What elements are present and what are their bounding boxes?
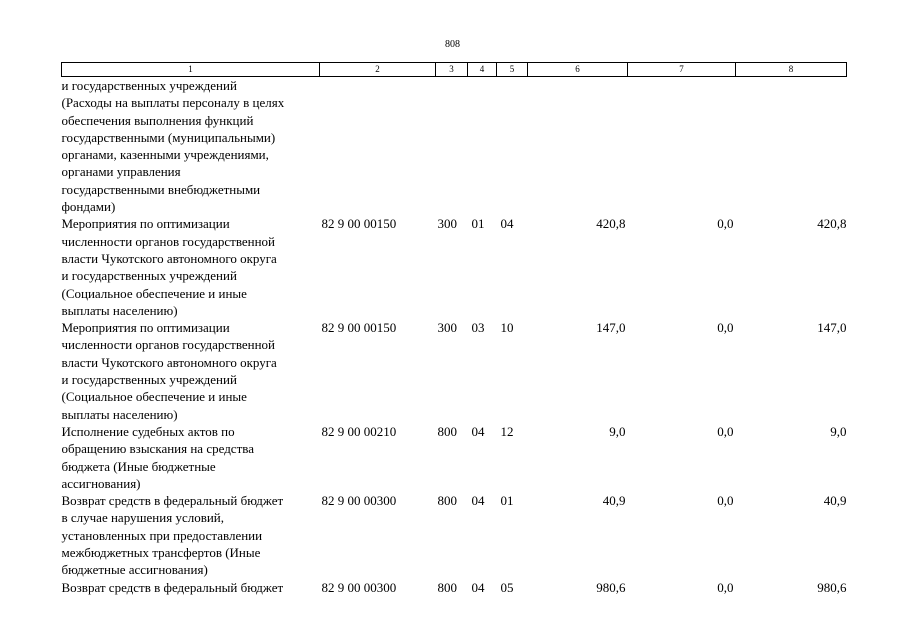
row-section: 04 bbox=[471, 493, 485, 509]
page-number: 808 bbox=[445, 39, 460, 50]
table-row bbox=[62, 319, 847, 423]
row-target-code: 82 9 00 00300 bbox=[321, 579, 397, 595]
header-col-7: 7 bbox=[628, 63, 736, 77]
row-amount-col7: 0,0 bbox=[717, 493, 734, 509]
header-col-5: 5 bbox=[497, 63, 528, 77]
row-target-code: 82 9 00 00210 bbox=[321, 423, 397, 439]
row-amount-col6: 980,6 bbox=[596, 579, 626, 595]
row-amount-col8 bbox=[736, 77, 847, 216]
row-description: и государственных учреждений (Расходы на выплаты персоналу в целях обеспечения выполнения функций государственными (муниципальными) органами, казенными учреждениями, органами управления государственными внебюджетными фондами) bbox=[61, 78, 285, 215]
row-subsection: 10 bbox=[500, 320, 514, 336]
row-target-code: 82 9 00 00150 bbox=[321, 216, 397, 232]
row-amount-col8: 147,0 bbox=[817, 320, 847, 336]
row-amount-col7: 0,0 bbox=[717, 320, 734, 336]
row-subsection: 04 bbox=[500, 216, 514, 232]
row-target-code: 82 9 00 00300 bbox=[321, 493, 397, 509]
row-amount-col7: 0,0 bbox=[717, 579, 734, 595]
row-amount-col6: 420,8 bbox=[596, 216, 626, 232]
table-row bbox=[62, 77, 847, 216]
row-amount-col6: 147,0 bbox=[596, 320, 626, 336]
table-row bbox=[62, 423, 847, 492]
row-target-code: 82 9 00 00150 bbox=[321, 320, 397, 336]
header-col-3: 3 bbox=[436, 63, 468, 77]
row-amount-col6: 9,0 bbox=[609, 423, 626, 439]
row-section: 04 bbox=[471, 423, 485, 439]
table-row bbox=[62, 215, 847, 319]
table-row bbox=[62, 579, 847, 596]
header-col-1: 1 bbox=[62, 63, 320, 77]
row-section: 01 bbox=[471, 216, 485, 232]
row-amount-col8: 9,0 bbox=[830, 423, 847, 439]
row-amount-col8: 420,8 bbox=[817, 216, 847, 232]
header-col-2: 2 bbox=[320, 63, 436, 77]
header-row bbox=[62, 63, 847, 77]
row-section bbox=[468, 77, 497, 216]
row-amount-col8: 980,6 bbox=[817, 579, 847, 595]
row-expense-type: 300 bbox=[437, 216, 457, 232]
row-amount-col7 bbox=[628, 77, 736, 216]
table-body bbox=[62, 77, 847, 596]
row-section: 03 bbox=[471, 320, 485, 336]
table-header bbox=[62, 63, 847, 77]
budget-table bbox=[61, 62, 847, 596]
row-expense-type: 800 bbox=[437, 493, 457, 509]
row-amount-col7: 0,0 bbox=[717, 423, 734, 439]
header-col-4: 4 bbox=[468, 63, 497, 77]
row-description: Исполнение судебных актов по обращению взыскания на средства бюджета (Иные бюджетные ассигнования) bbox=[61, 423, 254, 491]
row-amount-col6 bbox=[528, 77, 628, 216]
row-amount-col8: 40,9 bbox=[823, 493, 847, 509]
table-row bbox=[62, 492, 847, 578]
row-expense-type: 300 bbox=[437, 320, 457, 336]
row-section: 04 bbox=[471, 579, 485, 595]
header-col-6: 6 bbox=[528, 63, 628, 77]
row-expense-type bbox=[436, 77, 468, 216]
row-description: Возврат средств в федеральный бюджет в случае нарушения условий, установленных при предоставлении межбюджетных трансфертов (Иные бюджетные ассигнования) bbox=[61, 493, 284, 578]
row-expense-type: 800 bbox=[437, 579, 457, 595]
row-description: Мероприятия по оптимизации численности органов государственной власти Чукотского автономного округа и государственных учреждений (Социальное обеспечение и иные выплаты населению) bbox=[61, 320, 277, 422]
row-target-code bbox=[320, 77, 436, 216]
row-subsection: 05 bbox=[500, 579, 514, 595]
row-description: Мероприятия по оптимизации численности органов государственной власти Чукотского автономного округа и государственных учреждений (Социальное обеспечение и иные выплаты населению) bbox=[61, 216, 277, 318]
row-amount-col6: 40,9 bbox=[602, 493, 626, 509]
row-description: Возврат средств в федеральный бюджет bbox=[61, 579, 284, 595]
header-col-8: 8 bbox=[736, 63, 847, 77]
row-subsection bbox=[497, 77, 528, 216]
row-amount-col7: 0,0 bbox=[717, 216, 734, 232]
row-subsection: 12 bbox=[500, 423, 514, 439]
row-subsection: 01 bbox=[500, 493, 514, 509]
row-expense-type: 800 bbox=[437, 423, 457, 439]
